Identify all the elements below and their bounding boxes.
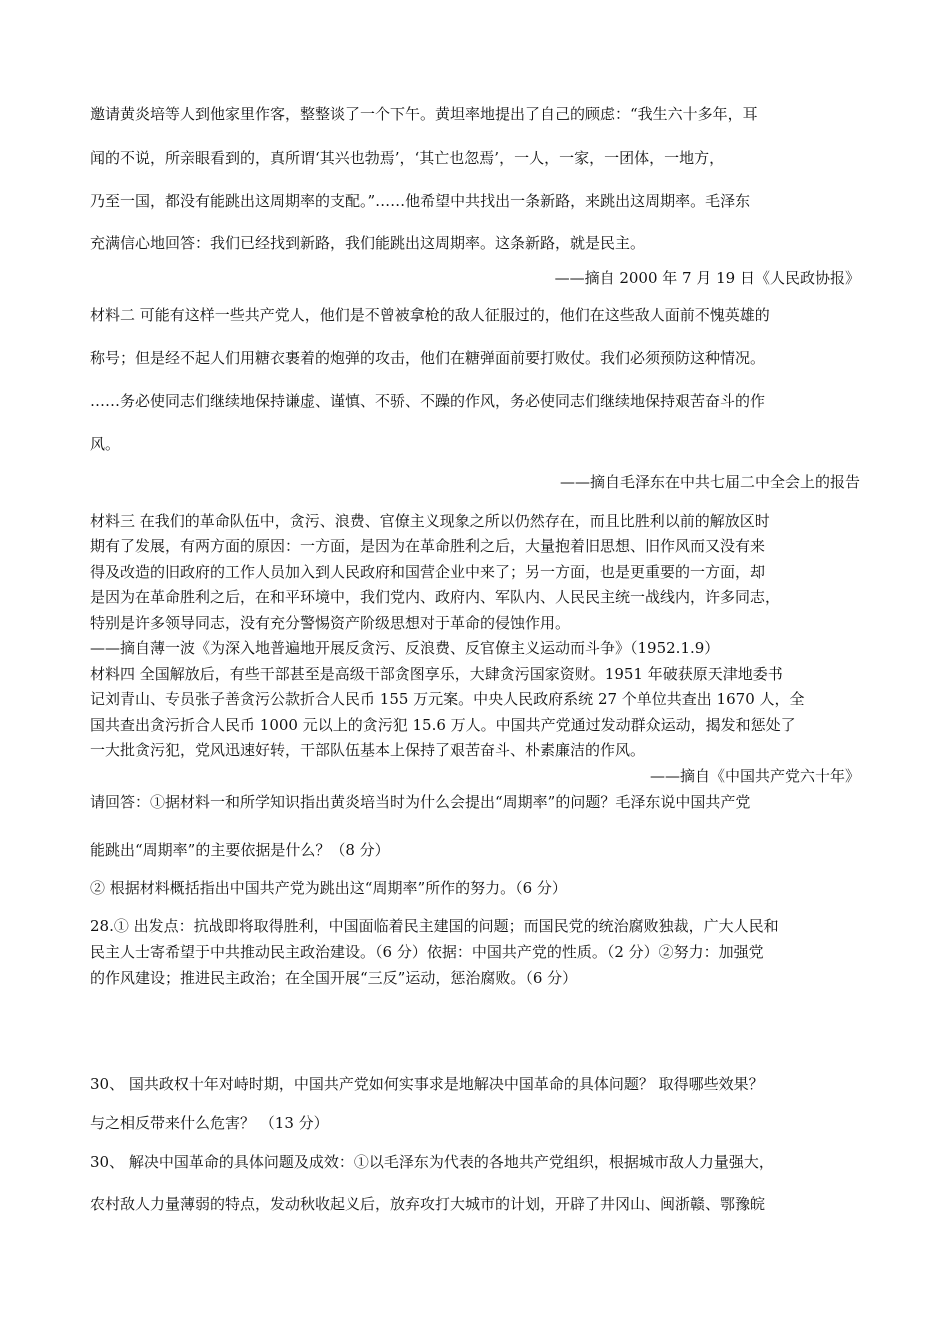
material2-source: ——摘自毛泽东在中共七届二中全会上的报告 [559,473,860,491]
a30-line-2: 农村敌人力量薄弱的特点，发动秋收起义后，放弃攻打大城市的计划，开辟了井冈山、闽浙赣、鄂豫皖 [90,1195,766,1213]
material1-line-1: 邀请黄炎培等人到他家里作客，整整谈了一个下午。黄坦率地提出了自己的顾虑：“我生六十多年，耳 [90,105,758,123]
q30-line-1: 30、 国共政权十年对峙时期，中国共产党如何实事求是地解决中国革命的具体问题？ 取得哪些效果？ [90,1075,764,1093]
material3-line-3: 得及改造的旧政府的工作人员加入到人民政府和国营企业中来了；另一方面，也是更重要的一方面，却 [90,563,766,581]
material4-line-3: 国共查出贪污折合人民币 1000 元以上的贪污犯 15.6 万人。中国共产党通过发动群众运动，揭发和惩处了 [90,716,796,734]
material3-line-2: 期有了发展，有两方面的原因：一方面，是因为在革命胜利之后，大量抱着旧思想、旧作风而又没有来 [90,537,766,555]
material2-line-3: ……务必使同志们继续地保持谦虚、谨慎、不骄、不躁的作风，务必使同志们继续地保持艰苦奋斗的作 [90,392,766,410]
question-line-1: 请回答：①据材料一和所学知识指出黄炎培当时为什么会提出“周期率”的问题？毛泽东说中国共产党 [90,793,751,811]
question-line-3: ② 根据材料概括指出中国共产党为跳出这“周期率”所作的努力。（6 分） [90,879,567,897]
material3-source: ——摘自薄一波《为深入地普遍地开展反贪污、反浪费、反官僚主义运动而斗争》（1952.1.9） [90,639,720,657]
material1-line-4: 充满信心地回答：我们已经找到新路，我们能跳出这周期率。这条新路，就是民主。 [90,234,646,252]
material1-line-3: 乃至一国，都没有能跳出这周期率的支配。”……他希望中共找出一条新路，来跳出这周期率。毛泽东 [90,192,751,210]
material3-line-5: 特别是许多领导同志，没有充分警惕资产阶级思想对于革命的侵蚀作用。 [90,614,571,632]
question-line-2: 能跳出“周期率”的主要依据是什么？（8 分） [90,841,390,859]
material4-line-1: 材料四 全国解放后，有些干部甚至是高级干部贪图享乐，大肆贪污国家资财。1951 年破获原天津地委书 [90,665,783,683]
material3-line-1: 材料三 在我们的革命队伍中，贪污、浪费、官僚主义现象之所以仍然存在，而且比胜利以前的解放区时 [90,512,770,530]
material4-line-4: 一大批贪污犯，党风迅速好转，干部队伍基本上保持了艰苦奋斗、朴素廉洁的作风。 [90,741,646,759]
material1-source: ——摘自 2000 年 7 月 19 日《人民政协报》 [554,269,860,287]
material2-line-1: 材料二 可能有这样一些共产党人，他们是不曾被拿枪的敌人征服过的，他们在这些敌人面前不愧英雄的 [90,306,770,324]
q30-line-2: 与之相反带来什么危害？ （13 分） [90,1114,329,1132]
answer28-line-3: 的作风建设；推进民主政治；在全国开展“三反”运动，惩治腐败。（6 分） [90,969,578,987]
material3-line-4: 是因为在革命胜利之后，在和平环境中，我们党内、政府内、军队内、人民民主统一战线内，许多同志， [90,588,781,606]
material2-line-2: 称号；但是经不起人们用糖衣裹着的炮弹的攻击，他们在糖弹面前要打败仗。我们必须预防这种情况。 [90,349,766,367]
a30-line-1: 30、 解决中国革命的具体问题及成效：①以毛泽东为代表的各地共产党组织，根据城市敌人力量强大， [90,1153,774,1171]
answer28-line-2: 民主人士寄希望于中共推动民主政治建设。（6 分）依据：中国共产党的性质。（2 分）②努力：加强党 [90,943,764,961]
answer28-line-1: 28.① 出发点：抗战即将取得胜利，中国面临着民主建国的问题；而国民党的统治腐败独裁，广大人民和 [90,917,779,935]
material1-line-2: 闻的不说，所亲眼看到的，真所谓‘其兴也勃焉’，‘其亡也忽焉’，一人，一家，一团体，一地方， [90,149,725,167]
material4-source: ——摘自《中国共产党六十年》 [649,767,860,785]
material4-line-2: 记刘青山、专员张子善贪污公款折合人民币 155 万元案。中央人民政府系统 27 个单位共查出 1670 人，全 [90,690,805,708]
material2-line-4: 风。 [90,435,121,453]
